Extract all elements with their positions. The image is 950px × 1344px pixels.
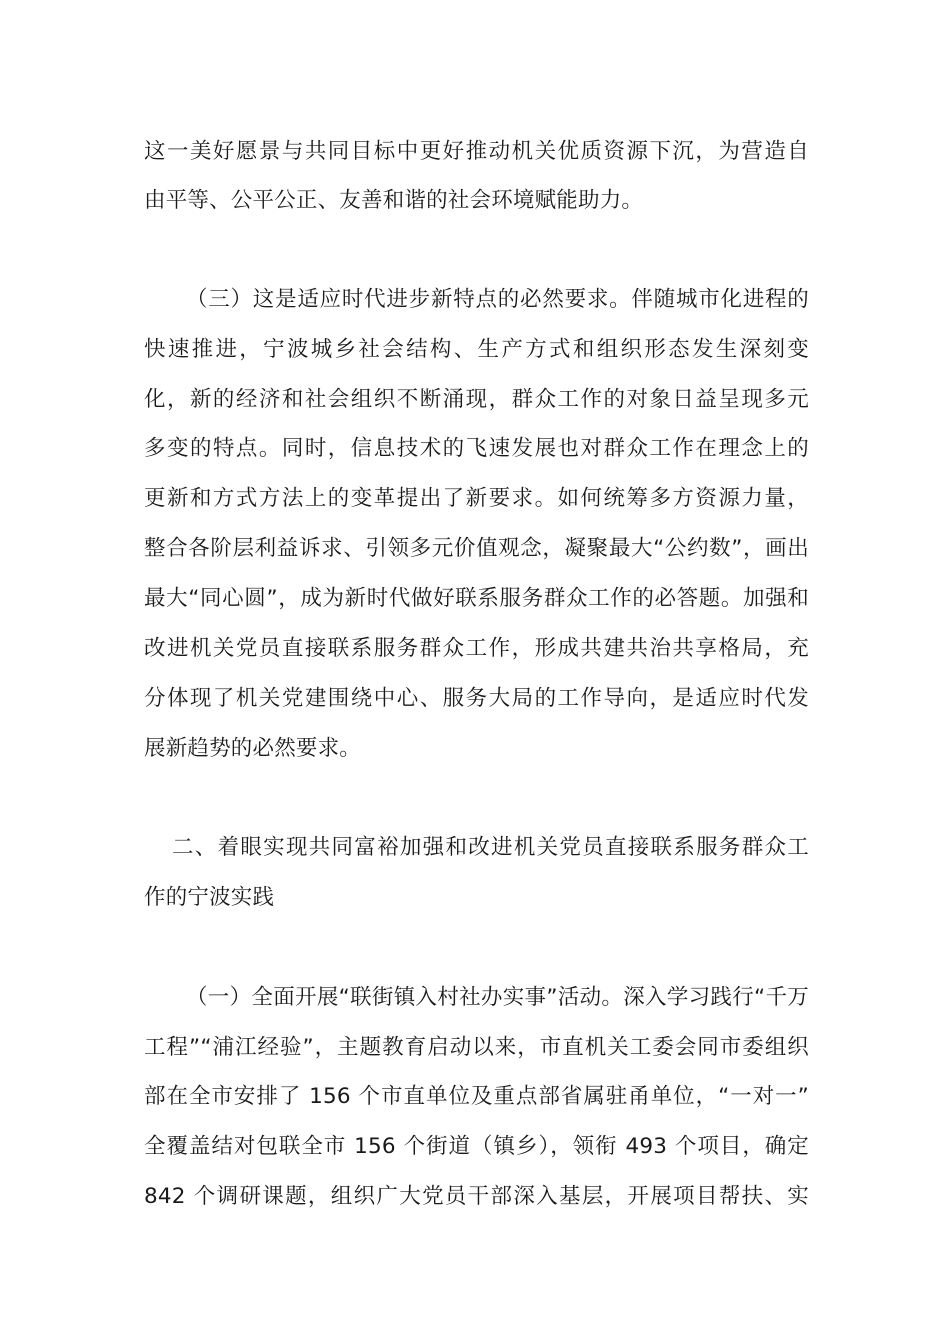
paragraph-line: 整合各阶层利益诉求、引领多元价值观念，凝聚最大“公约数”，画出 [144, 536, 809, 561]
section-heading-line: 作的宁波实践 [144, 885, 275, 910]
paragraph-line: 更新和方式方法上的变革提出了新要求。如何统筹多方资源力量， [144, 486, 809, 511]
paragraph-line: 这一美好愿景与共同目标中更好推动机关优质资源下沉，为营造自 [144, 139, 809, 164]
paragraph-line: 快速推进，宁波城乡社会结构、生产方式和组织形态发生深刻变 [144, 337, 809, 362]
paragraph-line: 由平等、公平公正、友善和谐的社会环境赋能助力。 [144, 188, 644, 213]
section-heading-line: 二、着眼实现共同富裕加强和改进机关党员直接联系服务群众工 [172, 835, 809, 860]
paragraph-line: 化，新的经济和社会组织不断涌现，群众工作的对象日益呈现多元 [144, 387, 809, 412]
paragraph-line: 分体现了机关党建围绕中心、服务大局的工作导向，是适应时代发 [144, 686, 809, 711]
paragraph-line: 最大“同心圆”，成为新时代做好联系服务群众工作的必答题。加强和 [144, 586, 809, 611]
paragraph-line: 多变的特点。同时，信息技术的飞速发展也对群众工作在理念上的 [144, 436, 809, 461]
paragraph-line: （一）全面开展“联街镇入村社办实事”活动。深入学习践行“千万 [186, 985, 809, 1010]
paragraph-line: （三）这是适应时代进步新特点的必然要求。伴随城市化进程的 [186, 287, 809, 312]
paragraph-line: 842 个调研课题，组织广大党员干部深入基层，开展项目帮扶、实 [144, 1184, 809, 1209]
paragraph-line: 改进机关党员直接联系服务群众工作，形成共建共治共享格局，充 [144, 636, 809, 661]
paragraph-line: 部在全市安排了 156 个市直单位及重点部省属驻甬单位，“一对一” [144, 1084, 809, 1109]
paragraph-line: 工程”“浦江经验”，主题教育启动以来，市直机关工委会同市委组织 [144, 1035, 809, 1060]
paragraph-line: 全覆盖结对包联全市 156 个街道（镇乡），领衔 493 个项目，确定 [144, 1134, 809, 1159]
paragraph-line: 展新趋势的必然要求。 [144, 736, 362, 761]
